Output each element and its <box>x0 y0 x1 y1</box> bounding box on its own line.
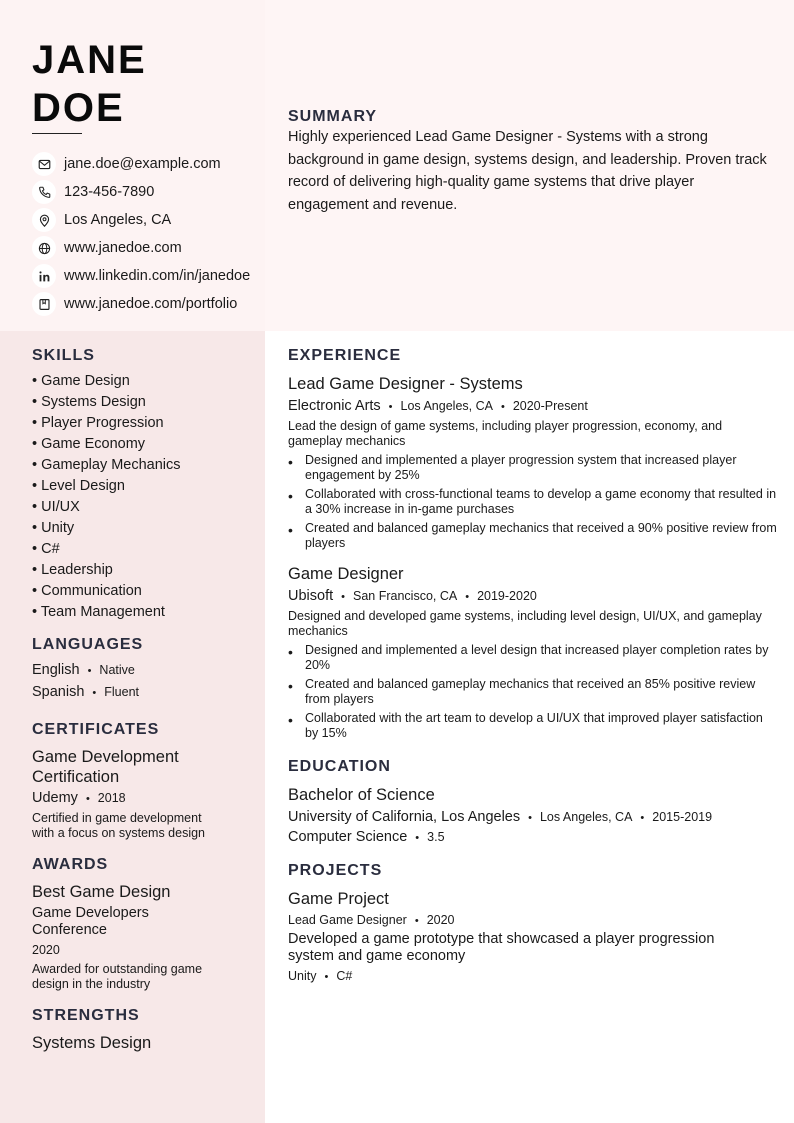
skill-item: • Gameplay Mechanics <box>32 457 181 473</box>
projects-section <box>288 862 778 983</box>
language-item <box>32 682 257 704</box>
separator-dot: • <box>528 812 532 824</box>
name-underline <box>32 133 82 134</box>
award-org: Game Developers Conference <box>32 905 149 938</box>
language-level: Fluent <box>104 685 140 699</box>
certificate-name: Game Development Certification <box>32 748 179 786</box>
job-bullet: • Collaborated with cross-functional teams to develop a game economy that resulted in a 30% increase in in-game purchases <box>288 487 778 517</box>
language-level: Native <box>99 663 135 677</box>
award-name: Best Game Design <box>32 883 171 901</box>
skill-item: • Team Management <box>32 604 165 620</box>
projects-heading: PROJECTS <box>288 862 383 879</box>
education-section <box>288 758 778 845</box>
skill-item: • Level Design <box>32 478 125 494</box>
separator-dot: • <box>92 687 97 699</box>
separator-dot: • <box>87 665 92 677</box>
summary-section <box>288 108 768 217</box>
education-meta <box>288 809 778 825</box>
languages-section <box>32 636 257 704</box>
job-meta <box>288 398 778 414</box>
experience-heading: EXPERIENCE <box>288 347 402 364</box>
job-dates: 2019-2020 <box>477 589 537 603</box>
separator-dot: • <box>640 812 645 824</box>
contact-portfolio-text: www.janedoe.com/portfolio <box>64 296 238 312</box>
project-description: Developed a game prototype that showcased a player progression system and game economy <box>288 931 715 964</box>
strengths-heading: STRENGTHS <box>32 1007 140 1024</box>
left-column <box>32 347 257 1053</box>
contact-location-text: Los Angeles, CA <box>64 212 172 228</box>
skill-item: • Leadership <box>32 562 113 578</box>
summary-text: Highly experienced Lead Game Designer - Systems with a strong background in game design, systems design, and leadership. Proven track record of delivering high-quality game systems that drive player engagement and revenue. <box>288 129 767 214</box>
contact-location <box>32 206 265 234</box>
candidate-name <box>32 36 252 132</box>
certificate-org-line <box>32 790 257 806</box>
job-description: Designed and developed game systems, including level design, UI/UX, and gameplay mechanics <box>288 609 762 638</box>
separator-dot: • <box>465 591 470 603</box>
contact-list <box>32 150 265 318</box>
project-tech <box>288 969 778 983</box>
certificate-description: Certified in game development with a focus on systems design <box>32 811 205 840</box>
skills-section <box>32 347 257 623</box>
awards-section <box>32 856 257 992</box>
first-name: JANE <box>32 38 147 82</box>
education-heading: EDUCATION <box>288 758 391 775</box>
contact-website-text: www.janedoe.com <box>64 240 182 256</box>
strength-item: Systems Design <box>32 1034 152 1052</box>
education-location: Los Angeles, CA <box>539 810 633 824</box>
phone-icon <box>32 180 56 204</box>
job-title: Game Designer <box>288 565 404 583</box>
separator-dot: • <box>388 401 393 413</box>
skill-item: • Player Progression <box>32 415 164 431</box>
contact-website[interactable] <box>32 234 265 262</box>
skill-item: • C# <box>32 541 60 557</box>
skill-item: • Game Economy <box>32 436 146 452</box>
job-company: Ubisoft <box>288 588 334 604</box>
education-field: Computer Science <box>288 829 408 845</box>
job-entry <box>288 564 778 741</box>
portfolio-icon <box>32 292 56 316</box>
education-gpa: 3.5 <box>427 830 445 844</box>
job-bullets <box>288 643 778 741</box>
job-bullets <box>288 453 778 551</box>
location-pin-icon <box>32 208 56 232</box>
award-description: Awarded for outstanding game design in the industry <box>32 962 203 991</box>
language-item <box>32 660 257 682</box>
certificates-heading: CERTIFICATES <box>32 721 160 738</box>
certificates-section <box>32 721 257 841</box>
languages-heading: LANGUAGES <box>32 636 144 653</box>
job-description: Lead the design of game systems, including player progression, economy, and gameplay mechanics <box>288 419 723 448</box>
linkedin-icon <box>32 264 56 288</box>
job-dates: 2020-Present <box>512 399 588 413</box>
skill-item: • UI/UX <box>32 499 80 515</box>
certificate-year: 2018 <box>97 791 126 805</box>
separator-dot: • <box>500 401 505 413</box>
last-name: DOE <box>32 86 125 130</box>
project-tech-item: Unity <box>288 969 317 983</box>
contact-portfolio[interactable] <box>32 290 265 318</box>
awards-heading: AWARDS <box>32 856 109 873</box>
education-degree: Bachelor of Science <box>288 786 435 804</box>
job-meta <box>288 588 778 604</box>
contact-linkedin-text: www.linkedin.com/in/janedoe <box>64 268 251 284</box>
separator-dot: • <box>341 591 345 603</box>
project-meta <box>288 913 778 927</box>
skill-item: • Communication <box>32 583 142 599</box>
globe-icon <box>32 236 56 260</box>
skill-item: • Unity <box>32 520 75 536</box>
job-bullet: • Designed and implemented a player progression system that increased player engagement by 25% <box>288 453 778 483</box>
contact-email-text: jane.doe@example.com <box>64 156 221 172</box>
right-column <box>288 347 778 983</box>
education-field-line <box>288 829 778 845</box>
skill-item: • Systems Design <box>32 394 146 410</box>
job-title: Lead Game Designer - Systems <box>288 375 523 393</box>
job-company: Electronic Arts <box>288 398 381 414</box>
job-bullet: • Designed and implemented a level design that increased player completion rates by 20% <box>288 643 778 673</box>
separator-dot: • <box>414 915 419 927</box>
job-location: San Francisco, CA <box>353 589 458 603</box>
education-school: University of California, Los Angeles <box>288 809 521 825</box>
project-year: 2020 <box>426 913 455 927</box>
project-name: Game Project <box>288 890 389 908</box>
mail-icon <box>32 152 56 176</box>
language-name: Spanish <box>32 684 85 700</box>
award-year: 2020 <box>32 943 60 957</box>
contact-linkedin[interactable] <box>32 262 265 290</box>
contact-phone[interactable] <box>32 178 265 206</box>
project-tech-item: C# <box>336 969 353 983</box>
experience-section <box>288 347 778 741</box>
language-name: English <box>32 662 80 678</box>
job-entry <box>288 374 778 551</box>
skill-item: • Game Design <box>32 373 130 389</box>
job-bullet: • Created and balanced gameplay mechanics that received an 85% positive review from players <box>288 677 778 707</box>
strengths-section <box>32 1007 257 1053</box>
project-role: Lead Game Designer <box>288 913 407 927</box>
separator-dot: • <box>415 832 420 844</box>
separator-dot: • <box>324 971 329 983</box>
skills-heading: SKILLS <box>32 347 95 364</box>
job-location: Los Angeles, CA <box>400 399 493 413</box>
skills-list <box>32 371 257 623</box>
summary-heading: SUMMARY <box>288 108 378 125</box>
education-dates: 2015-2019 <box>652 810 713 824</box>
certificate-org: Udemy <box>32 790 78 806</box>
contact-phone-text: 123-456-7890 <box>64 184 155 200</box>
separator-dot: • <box>85 793 90 805</box>
contact-email[interactable] <box>32 150 265 178</box>
job-bullet: • Created and balanced gameplay mechanics that received a 90% positive review from players <box>288 521 778 551</box>
job-bullet: • Collaborated with the art team to develop a UI/UX that improved player satisfaction by 15% <box>288 711 778 741</box>
